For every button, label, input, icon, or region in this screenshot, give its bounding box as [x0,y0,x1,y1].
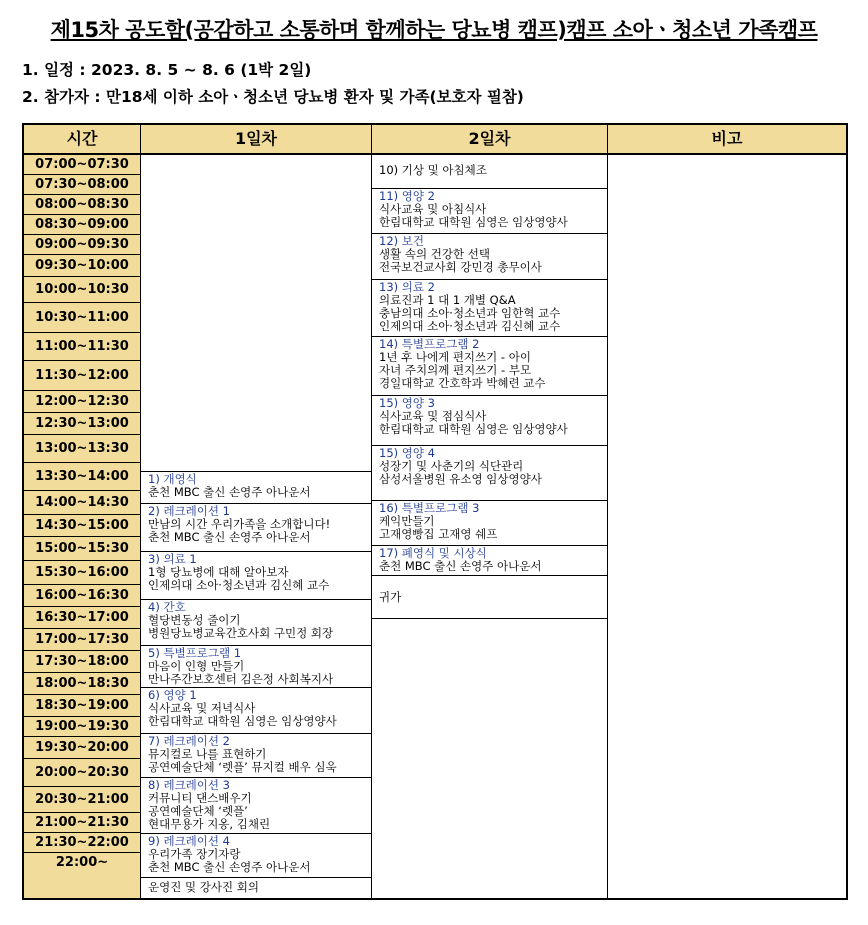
event-line: 자녀 주치의께 편지쓰기 - 부모 [379,363,532,377]
event-line: 고재영빵집 고재영 쉐프 [379,527,498,541]
event-line: 식사교육 및 점심식사 [379,409,487,423]
event-line: 춘천 MBC 출신 손영주 아나운서 [148,860,311,874]
time-slot: 14:30~15:00 [24,515,140,537]
event-title: 8) 레크레이션 3 [148,778,230,792]
day1-event [141,471,371,503]
time-slot: 12:00~12:30 [24,391,140,413]
event-title: 14) 특별프로그램 2 [379,337,480,351]
event-line: 한림대학교 대학원 심영은 임상영양사 [379,215,568,229]
event-line: 춘천 MBC 출신 손영주 아나운서 [148,485,311,499]
day2-event [372,188,607,233]
event-title: 17) 폐영식 및 시상식 [379,546,487,560]
day2-event [372,500,607,545]
event-title: 9) 레크레이션 4 [148,834,230,848]
event-title: 16) 특별프로그램 3 [379,501,480,515]
time-slot: 11:00~11:30 [24,333,140,361]
event-line: 한림대학교 대학원 심영은 임상영양사 [379,422,568,436]
event-line: 의료진과 1 대 1 개별 Q&A [379,293,516,307]
page-title: 제15차 공도함(공감하고 소통하며 함께하는 당뇨병 캠프)캠프 소아ㆍ청소년 가족캠프 [50,18,818,42]
event-line: 삼성서울병원 유소영 임상영양사 [379,472,542,486]
day2-event [372,233,607,279]
time-slot: 11:30~12:00 [24,361,140,391]
event-line: 경일대학교 간호학과 박혜련 교수 [379,376,546,390]
participants-info: 2. 참가자 : 만18세 이하 소아ㆍ청소년 당뇨병 환자 및 가족(보호자 필참) [22,88,524,106]
event-line: 식사교육 및 저녁식사 [148,701,256,715]
event-line: 뮤지컬로 나를 표현하기 [148,747,267,761]
event-line: 충남의대 소아·청소년과 임한혁 교수 [379,306,561,320]
event-line: 마음이 인형 만들기 [148,659,245,673]
event-line: 전국보건교사회 강민경 총무이사 [379,260,542,274]
event-title: 3) 의료 1 [148,552,197,566]
event-title: 6) 영양 1 [148,688,197,702]
event-line: 만나주간보호센터 김은정 사회복지사 [148,672,334,686]
event-line: 춘천 MBC 출신 손영주 아나운서 [148,530,311,544]
header-day2: 2일차 [372,125,608,155]
note-column [608,155,846,898]
day2-column [372,155,608,898]
header-note: 비고 [608,125,846,155]
event-line: 1형 당뇨병에 대해 알아보자 [148,565,289,579]
day1-column [141,155,372,898]
event-line: 생활 속의 건강한 선택 [379,247,490,261]
event-title: 12) 보건 [379,234,424,248]
event-title: 11) 영양 2 [379,189,435,203]
event-title: 1) 개영식 [148,472,197,486]
event-line: 1년 후 나에게 편지쓰기 - 아이 [379,350,531,364]
day2-event [372,445,607,500]
time-slot: 15:00~15:30 [24,537,140,561]
time-slot: 20:00~20:30 [24,759,140,787]
event-line: 현대무용가 지옹, 김채린 [148,817,271,831]
day1-event [141,645,371,687]
time-slot: 14:00~14:30 [24,491,140,515]
time-slot: 17:30~18:00 [24,651,140,673]
event-line: 공연예술단체 ‘렛플’ 뮤지컬 배우 심욱 [148,760,337,774]
time-slot: 21:00~21:30 [24,813,140,833]
day1-event [141,833,371,877]
event-line: 공연예술단체 ‘렛플’ [148,804,248,818]
day2-event [372,155,607,188]
time-slot: 19:30~20:00 [24,737,140,759]
event-title: 4) 간호 [148,600,186,614]
time-slot: 07:00~07:30 [24,155,140,175]
event-title: 5) 특별프로그램 1 [148,646,242,660]
time-slot: 10:00~10:30 [24,277,140,303]
day2-event [372,395,607,445]
event-line: 혈당변동성 줄이기 [148,613,241,627]
header-time: 시간 [24,125,141,155]
time-slot: 13:30~14:00 [24,463,140,491]
time-slot: 18:30~19:00 [24,695,140,717]
day2-event [372,575,607,619]
event-title: 15) 영양 3 [379,396,435,410]
event-title: 13) 의료 2 [379,280,435,294]
day1-event [141,777,371,833]
time-slot: 15:30~16:00 [24,561,140,585]
day1-event [141,687,371,733]
event-title: 2) 레크레이션 1 [148,504,230,518]
event-line: 커뮤니티 댄스배우기 [148,791,252,805]
event-line: 인제의대 소아·청소년과 김신혜 교수 [379,319,561,333]
day1-event [141,551,371,599]
day1-event [141,733,371,777]
event-line: 귀가 [379,590,402,604]
day2-event [372,545,607,575]
event-line: 만남의 시간 우리가족을 소개합니다! [148,517,331,531]
event-line: 한림대학교 대학원 심영은 임상영양사 [148,714,337,728]
time-slot: 20:30~21:00 [24,787,140,813]
time-slot: 21:30~22:00 [24,833,140,853]
day2-event [372,336,607,395]
event-line: 식사교육 및 아침식사 [379,202,487,216]
header-day1: 1일차 [141,125,372,155]
event-line: 운영진 및 강사진 회의 [148,880,259,894]
event-title: 7) 레크레이션 2 [148,734,230,748]
time-slot: 18:00~18:30 [24,673,140,695]
day2-event [372,279,607,336]
time-slot: 19:00~19:30 [24,717,140,737]
day1-event [141,877,371,898]
event-line: 춘천 MBC 출신 손영주 아나운서 [379,559,542,573]
time-slot: 08:00~08:30 [24,195,140,215]
schedule-info: 1. 일정 : 2023. 8. 5 ~ 8. 6 (1박 2일) [22,61,312,79]
time-slot: 07:30~08:00 [24,175,140,195]
time-slot: 09:30~10:00 [24,255,140,277]
event-line: 병원당뇨병교육간호사회 구민정 회장 [148,626,334,640]
time-slot: 16:00~16:30 [24,585,140,607]
event-line: 케익만들기 [379,514,435,528]
time-slot: 09:00~09:30 [24,235,140,255]
event-line: 인제의대 소아·청소년과 김신혜 교수 [148,578,330,592]
event-line: 10) 기상 및 아침체조 [379,163,487,177]
schedule-table [22,123,848,900]
event-line: 성장기 및 사춘기의 식단관리 [379,459,524,473]
event-line: 우리가족 장기자랑 [148,847,241,861]
time-column [24,155,141,898]
time-slot: 12:30~13:00 [24,413,140,435]
time-slot: 08:30~09:00 [24,215,140,235]
time-slot: 13:00~13:30 [24,435,140,463]
day1-event [141,599,371,645]
event-title: 15) 영양 4 [379,446,435,460]
time-slot: 16:30~17:00 [24,607,140,629]
time-slot: 17:00~17:30 [24,629,140,651]
time-slot: 22:00~ [55,854,109,870]
time-slot: 10:30~11:00 [24,303,140,333]
day1-event [141,503,371,551]
